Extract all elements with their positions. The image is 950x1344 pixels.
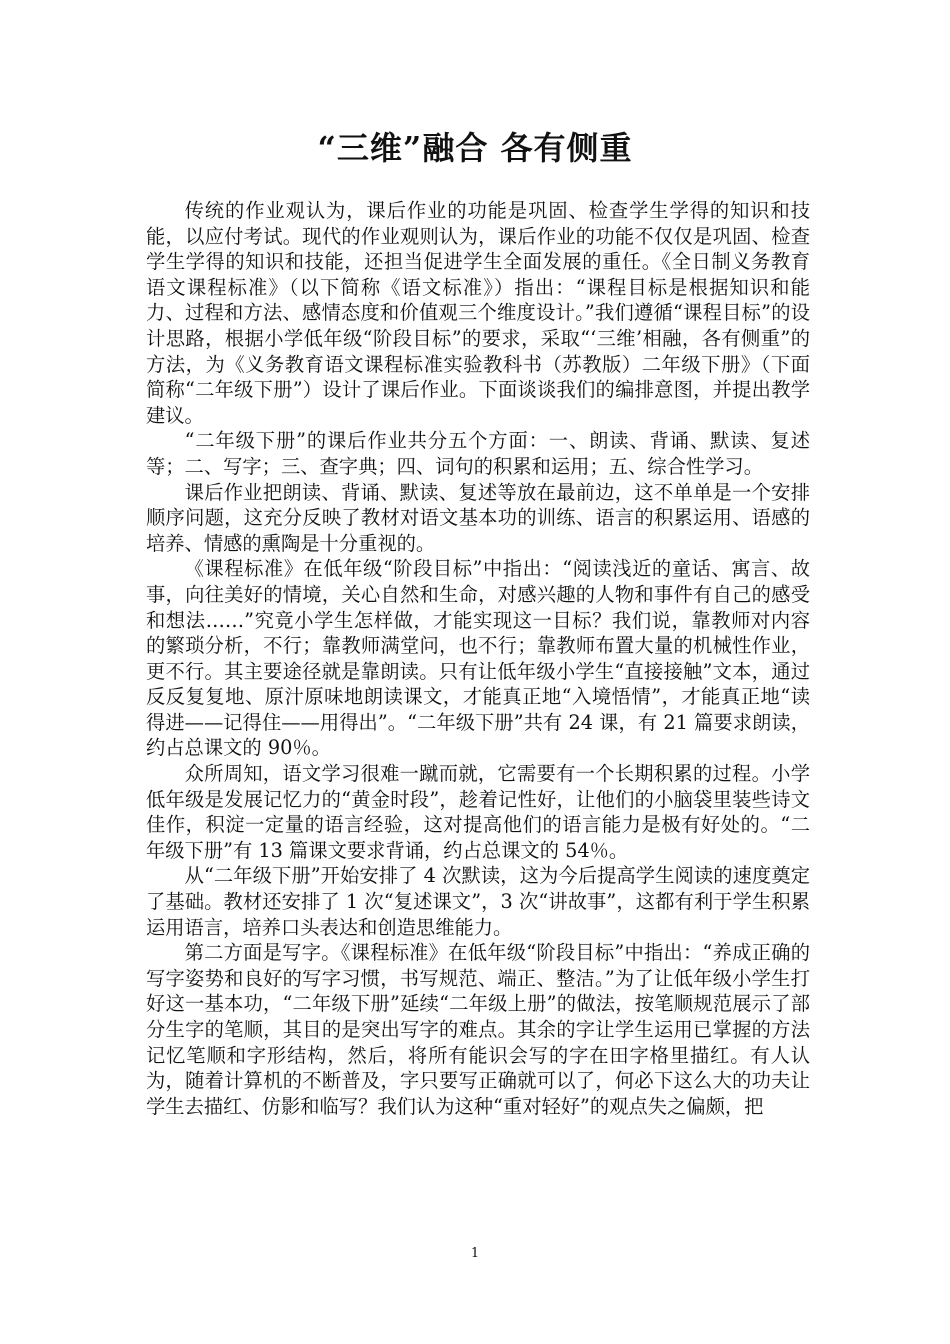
paragraph: 课后作业把朗读、背诵、默读、复述等放在最前边，这不单单是一个安排顺序问题，这充分反映了教材对语文基本功的训练、语言的积累运用、语感的培养、情感的熏陶是十分重视的。 [146,480,810,555]
paragraph: 《课程标准》在低年级“阶段目标”中指出：“阅读浅近的童话、寓言、故事，向往美好的情境，关心自然和生命，对感兴趣的人物和事件有自己的感受和想法……”究竟小学生怎样做，才能实现这一目标？我们说，靠教师对内容的繁琐分析，不行；靠教师满堂问，也不行；靠教师布置大量的机械性作业，更不行。其主要途径就是靠朗读。只有让低年级小学生“直接接触”文本，通过反反复复地、原汁原味地朗读课文，才能真正地“入境悟情”，才能真正地“读得进——记得住——用得出”。“二年级下册”共有 24 课，有 21 篇要求朗读，约占总课文的 90％。 [146,557,810,760]
paragraph: 众所周知，语文学习很难一蹴而就，它需要有一个长期积累的过程。小学低年级是发展记忆力的“黄金时段”，趁着记性好，让他们的小脑袋里装些诗文佳作，积淀一定量的语言经验，这对提高他们的语言能力是极有好处的。“二年级下册”有 13 篇课文要求背诵，约占总课文的 54％。 [146,762,810,862]
document-title: “三维”融合 各有侧重 [317,129,633,167]
page-number: 1 [470,1246,480,1261]
document-body [146,198,810,1119]
paragraph: 第二方面是写字。《课程标准》在低年级“阶段目标”中指出：“养成正确的写字姿势和良好的写字习惯，书写规范、端正、整洁。”为了让低年级小学生打好这一基本功，“二年级下册”延续“二年级上册”的做法，按笔顺规范展示了部分生字的笔顺，其目的是突出写字的难点。其余的字让学生运用已掌握的方法记忆笔顺和字形结构，然后，将所有能识会写的字在田字格里描红。有人认为，随着计算机的不断普及，字只要写正确就可以了，何必下这么大的功夫让学生去描红、仿影和临写？我们认为这种“重对轻好”的观点失之偏颇，把 [146,941,810,1118]
paragraph: 从“二年级下册”开始安排了 4 次默读，这为今后提高学生阅读的速度奠定了基础。教材还安排了 1 次“复述课文”，3 次“讲故事”，这都有利于学生积累运用语言，培养口头表达和创造思维能力。 [146,864,810,939]
paragraph: 传统的作业观认为，课后作业的功能是巩固、检查学生学得的知识和技能，以应付考试。现代的作业观则认为，课后作业的功能不仅仅是巩固、检查学生学得的知识和技能，还担当促进学生全面发展的重任。《全日制义务教育语文课程标准》（以下简称《语文标准》）指出：“课程目标是根据知识和能力、过程和方法、感情态度和价值观三个维度设计。”我们遵循“课程目标”的设计思路，根据小学低年级“阶段目标”的要求，采取“‘三维’相融，各有侧重”的方法，为《义务教育语文课程标准实验教科书（苏教版）二年级下册》（下面简称“二年级下册”）设计了课后作业。下面谈谈我们的编排意图，并提出教学建议。 [146,199,810,427]
paragraph: “二年级下册”的课后作业共分五个方面：一、朗读、背诵、默读、复述等；二、写字；三、查字典；四、词句的积累和运用；五、综合性学习。 [146,429,810,478]
